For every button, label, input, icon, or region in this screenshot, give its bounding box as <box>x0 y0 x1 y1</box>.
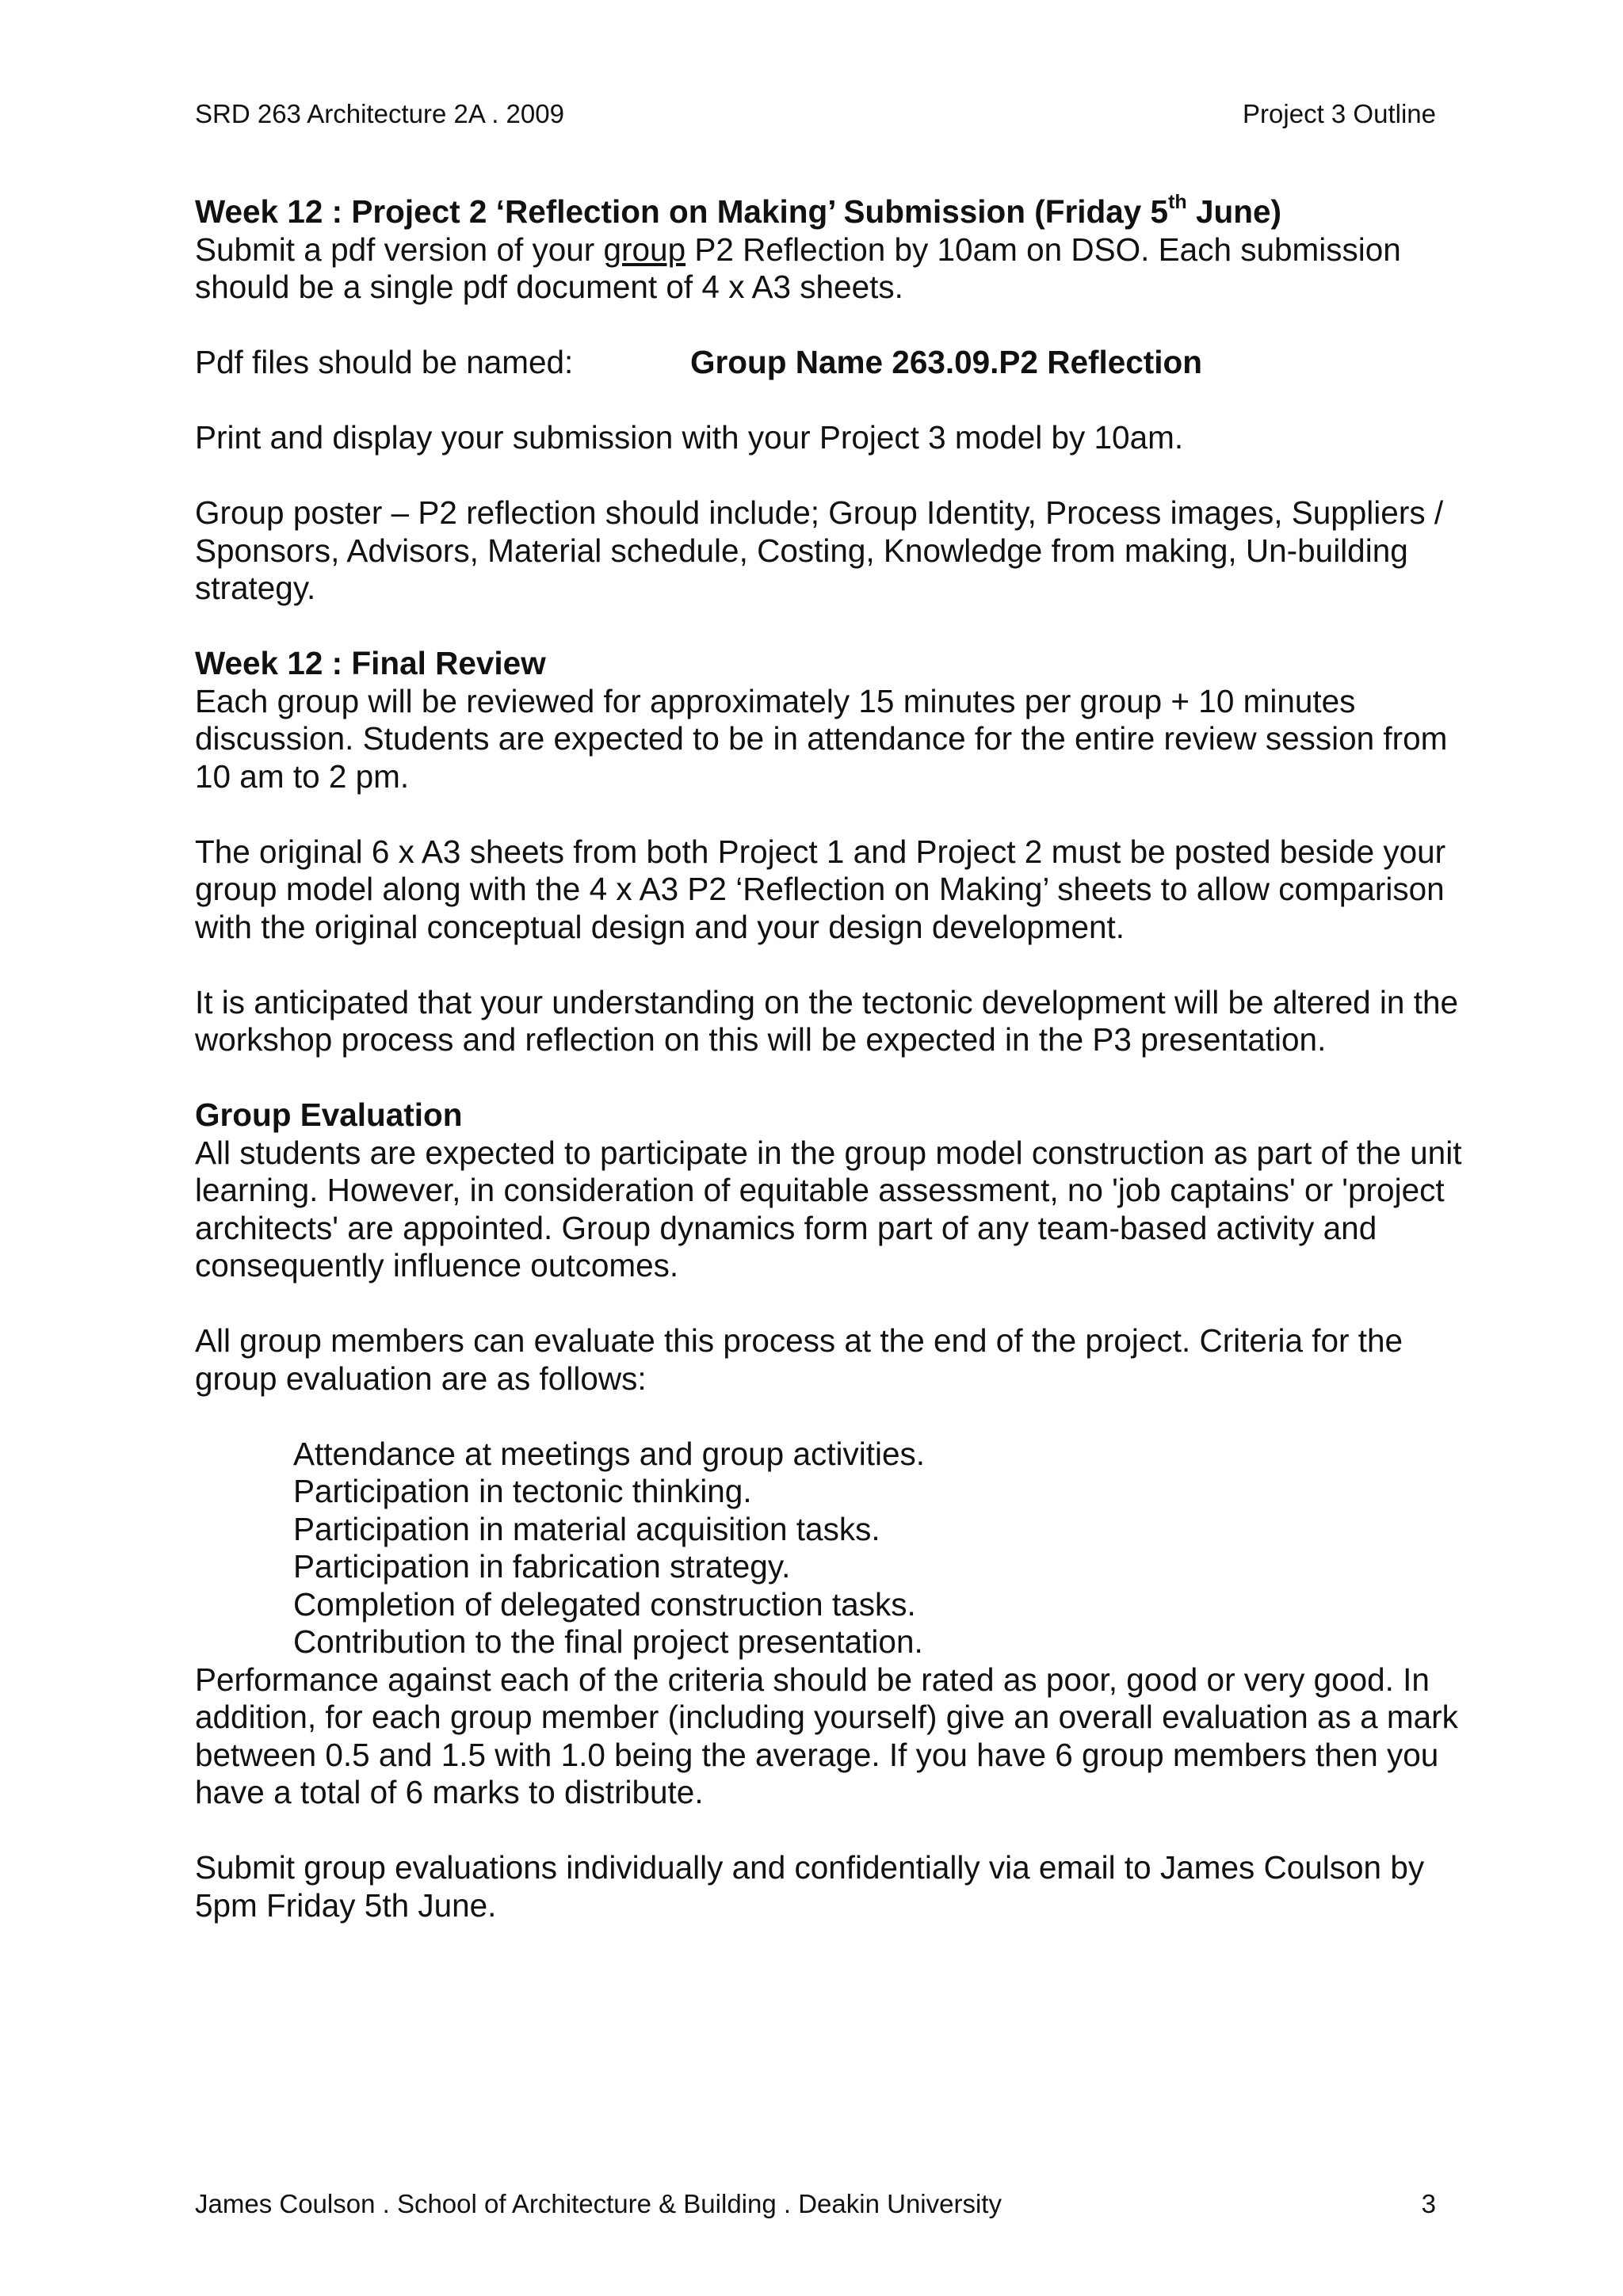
page-header <box>195 98 1436 130</box>
final-review-body: Each group will be reviewed for approximately 15 minutes per group + 10 minutes discussion. Students are expected to be in attendance for the entire review session from 10 am to 2 pm. <box>195 682 1448 795</box>
anticipated-paragraph: It is anticipated that your understanding on the tectonic development will be altered in the workshop process and reflection on this will be expected in the P3 presentation. <box>195 983 1458 1058</box>
criteria-item: Participation in material acquisition tasks. <box>293 1510 880 1547</box>
file-naming-row <box>195 344 1471 382</box>
evaluate-intro-paragraph: All group members can evaluate this process at the end of the project. Criteria for the group evaluation are as follows: <box>195 1322 1403 1397</box>
underlined-word: group <box>603 231 686 268</box>
performance-paragraph: Performance against each of the criteria should be rated as poor, good or very good. In addition, for each group member (including yourself) give an overall evaluation as a mark between 0.5 and 1.5 with 1.0 being the average. If you have 6 group members then you have a total of 6 marks to distribute. <box>195 1661 1458 1810</box>
print-display-paragraph: Print and display your submission with your Project 3 model by 10am. <box>195 419 1184 456</box>
group-evaluation-section <box>195 1097 1471 1285</box>
poster-paragraph: Group poster – P2 reflection should include; Group Identity, Process images, Suppliers / Sponsors, Advisors, Material schedule, Costing, Knowledge from making, Un-building strategy. <box>195 494 1444 606</box>
file-naming-label: Pdf files should be named: <box>195 344 574 380</box>
page-footer <box>195 2188 1436 2220</box>
submission-body: Submit a pdf version of your group P2 Reflection by 10am on DSO. Each submission should be a single pdf document of 4 x A3 sheets. <box>195 231 1401 305</box>
criteria-item: Contribution to the final project presentation. <box>293 1623 923 1660</box>
criteria-item: Attendance at meetings and group activities. <box>293 1435 925 1472</box>
original-sheets-paragraph: The original 6 x A3 sheets from both Project 1 and Project 2 must be posted beside your group model along with the 4 x A3 P2 ‘Reflection on Making’ sheets to allow comparison with the original conceptual design and your design development. <box>195 833 1446 945</box>
final-review-heading: Week 12 : Final Review <box>195 645 546 681</box>
group-evaluation-body: All students are expected to participate in the group model construction as part of the unit learning. However, in consideration of equitable assessment, no 'job captains' or 'project architects' are appointed. Group dynamics form part of any team-based activity and consequently influence outcomes. <box>195 1134 1462 1283</box>
submission-section <box>195 193 1471 307</box>
criteria-item: Participation in fabrication strategy. <box>293 1548 791 1585</box>
date-superscript: th <box>1168 191 1187 213</box>
file-naming-value: Group Name 263.09.P2 Reflection <box>690 344 1202 380</box>
course-title: SRD 263 Architecture 2A . 2009 <box>195 99 564 128</box>
criteria-list <box>195 1436 1471 1661</box>
submission-heading: Week 12 : Project 2 ‘Reflection on Making’ Submission (Friday 5th June) <box>195 191 1281 230</box>
criteria-item: Participation in tectonic thinking. <box>293 1473 752 1509</box>
final-review-section <box>195 645 1471 795</box>
document-body <box>195 193 1471 1962</box>
criteria-item: Completion of delegated construction tasks. <box>293 1585 916 1623</box>
submit-evaluations-paragraph: Submit group evaluations individually and confidentially via email to James Coulson by 5pm Friday 5th June. <box>195 1849 1425 1924</box>
footer-author: James Coulson . School of Architecture & Building . Deakin University <box>195 2189 1002 2218</box>
page-number: 3 <box>1421 2189 1436 2218</box>
document-title: Project 3 Outline <box>1243 99 1436 128</box>
group-evaluation-heading: Group Evaluation <box>195 1097 463 1133</box>
